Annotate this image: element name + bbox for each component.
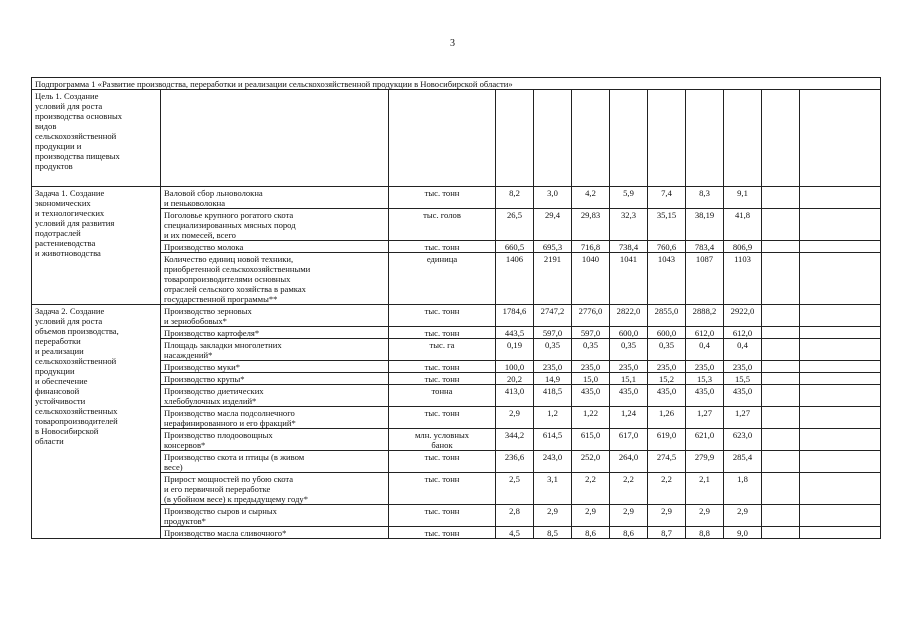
value-cell: 600,0 bbox=[610, 327, 648, 339]
empty-cell bbox=[800, 385, 881, 407]
value-cell: 1043 bbox=[648, 253, 686, 305]
value-cell: 1,27 bbox=[686, 407, 724, 429]
unit-cell: тыс. тонн bbox=[389, 407, 496, 429]
value-cell: 615,0 bbox=[572, 429, 610, 451]
empty-cell bbox=[762, 429, 800, 451]
indicator-cell: Производство масла сливочного* bbox=[161, 527, 389, 539]
value-cell: 29,83 bbox=[572, 209, 610, 241]
value-cell: 1087 bbox=[686, 253, 724, 305]
value-cell: 435,0 bbox=[572, 385, 610, 407]
empty-cell bbox=[762, 187, 800, 209]
value-cell: 614,5 bbox=[534, 429, 572, 451]
value-cell: 806,9 bbox=[724, 241, 762, 253]
value-cell: 236,6 bbox=[496, 451, 534, 473]
empty-cell bbox=[762, 451, 800, 473]
value-cell: 760,6 bbox=[648, 241, 686, 253]
indicator-cell: Производство крупы* bbox=[161, 373, 389, 385]
value-cell: 418,5 bbox=[534, 385, 572, 407]
empty-cell bbox=[800, 429, 881, 451]
empty-cell bbox=[762, 385, 800, 407]
value-cell: 8,6 bbox=[610, 527, 648, 539]
empty-cell bbox=[800, 327, 881, 339]
value-cell: 8,7 bbox=[648, 527, 686, 539]
value-cell: 235,0 bbox=[724, 361, 762, 373]
value-cell: 4,5 bbox=[496, 527, 534, 539]
value-cell: 5,9 bbox=[610, 187, 648, 209]
value-cell: 15,5 bbox=[724, 373, 762, 385]
value-cell: 1,27 bbox=[724, 407, 762, 429]
value-cell: 15,1 bbox=[610, 373, 648, 385]
page-number: 3 bbox=[450, 38, 455, 49]
value-cell: 2822,0 bbox=[610, 305, 648, 327]
value-cell: 0,4 bbox=[724, 339, 762, 361]
value-cell: 20,2 bbox=[496, 373, 534, 385]
value-cell: 1103 bbox=[724, 253, 762, 305]
value-cell: 2922,0 bbox=[724, 305, 762, 327]
value-cell: 2191 bbox=[534, 253, 572, 305]
value-cell: 597,0 bbox=[534, 327, 572, 339]
value-cell: 15,2 bbox=[648, 373, 686, 385]
value-cell: 38,19 bbox=[686, 209, 724, 241]
value-cell: 1406 bbox=[496, 253, 534, 305]
value-cell: 623,0 bbox=[724, 429, 762, 451]
value-cell: 264,0 bbox=[610, 451, 648, 473]
value-cell: 619,0 bbox=[648, 429, 686, 451]
unit-cell: тыс. тонн bbox=[389, 473, 496, 505]
empty-cell bbox=[762, 90, 800, 187]
empty-cell bbox=[800, 209, 881, 241]
empty-cell bbox=[762, 305, 800, 327]
value-cell: 8,6 bbox=[572, 527, 610, 539]
value-cell: 2,2 bbox=[572, 473, 610, 505]
empty-cell bbox=[800, 187, 881, 209]
value-cell: 443,5 bbox=[496, 327, 534, 339]
value-cell: 1040 bbox=[572, 253, 610, 305]
unit-cell: тыс. га bbox=[389, 339, 496, 361]
empty-cell bbox=[800, 305, 881, 327]
empty-cell bbox=[762, 527, 800, 539]
value-cell: 2776,0 bbox=[572, 305, 610, 327]
value-cell: 2,2 bbox=[648, 473, 686, 505]
value-cell: 1041 bbox=[610, 253, 648, 305]
value-cell: 14,9 bbox=[534, 373, 572, 385]
unit-cell: единица bbox=[389, 253, 496, 305]
empty-cell bbox=[800, 253, 881, 305]
value-cell: 435,0 bbox=[724, 385, 762, 407]
empty-cell bbox=[800, 527, 881, 539]
value-cell: 413,0 bbox=[496, 385, 534, 407]
empty-cell bbox=[762, 505, 800, 527]
subprogram-row bbox=[32, 78, 881, 90]
value-cell: 2,8 bbox=[496, 505, 534, 527]
indicators-table bbox=[31, 77, 881, 539]
unit-cell: тыс. тонн bbox=[389, 305, 496, 327]
value-cell: 8,2 bbox=[496, 187, 534, 209]
empty-cell bbox=[389, 90, 496, 187]
indicator-cell: Площадь закладки многолетних насаждений* bbox=[161, 339, 389, 361]
value-cell: 29,4 bbox=[534, 209, 572, 241]
value-cell: 621,0 bbox=[686, 429, 724, 451]
task-cell: Задача 1. Создание экономических и технологических условий для развития подотраслей растениеводства и животноводства bbox=[32, 187, 161, 305]
value-cell: 2,9 bbox=[724, 505, 762, 527]
value-cell: 660,5 bbox=[496, 241, 534, 253]
indicator-cell: Производство муки* bbox=[161, 361, 389, 373]
empty-cell bbox=[648, 90, 686, 187]
value-cell: 0,19 bbox=[496, 339, 534, 361]
value-cell: 612,0 bbox=[724, 327, 762, 339]
value-cell: 0,35 bbox=[648, 339, 686, 361]
value-cell: 9,0 bbox=[724, 527, 762, 539]
unit-cell: тыс. тонн bbox=[389, 361, 496, 373]
value-cell: 35,15 bbox=[648, 209, 686, 241]
value-cell: 100,0 bbox=[496, 361, 534, 373]
indicator-cell: Производство картофеля* bbox=[161, 327, 389, 339]
value-cell: 597,0 bbox=[572, 327, 610, 339]
value-cell: 435,0 bbox=[610, 385, 648, 407]
unit-cell: тыс. тонн bbox=[389, 451, 496, 473]
value-cell: 0,35 bbox=[572, 339, 610, 361]
indicator-cell: Количество единиц новой техники, приобретенной сельскохозяйственными товаропроизводителями основных отраслей сельского хозяйства в рамках государственной программы** bbox=[161, 253, 389, 305]
value-cell: 344,2 bbox=[496, 429, 534, 451]
indicator-cell: Производство плодоовощных консервов* bbox=[161, 429, 389, 451]
empty-cell bbox=[762, 339, 800, 361]
empty-cell bbox=[762, 327, 800, 339]
value-cell: 285,4 bbox=[724, 451, 762, 473]
empty-cell bbox=[800, 373, 881, 385]
empty-cell bbox=[496, 90, 534, 187]
task-cell: Задача 2. Создание условий для роста объемов производства, переработки и реализации сельскохозяйственной продукции и обеспечение финансовой устойчивости сельскохозяйственных товаропроизводителей в Новосибирской области bbox=[32, 305, 161, 539]
value-cell: 235,0 bbox=[686, 361, 724, 373]
value-cell: 235,0 bbox=[610, 361, 648, 373]
value-cell: 3,0 bbox=[534, 187, 572, 209]
unit-cell: тыс. тонн bbox=[389, 527, 496, 539]
unit-cell: тыс. голов bbox=[389, 209, 496, 241]
empty-cell bbox=[762, 407, 800, 429]
unit-cell: тыс. тонн bbox=[389, 187, 496, 209]
unit-cell: тыс. тонн bbox=[389, 327, 496, 339]
unit-cell: млн. условных банок bbox=[389, 429, 496, 451]
value-cell: 235,0 bbox=[572, 361, 610, 373]
empty-cell bbox=[800, 241, 881, 253]
empty-cell bbox=[762, 373, 800, 385]
value-cell: 617,0 bbox=[610, 429, 648, 451]
empty-cell bbox=[686, 90, 724, 187]
value-cell: 41,8 bbox=[724, 209, 762, 241]
value-cell: 783,4 bbox=[686, 241, 724, 253]
indicator-cell: Производство скота и птицы (в живом весе) bbox=[161, 451, 389, 473]
value-cell: 15,0 bbox=[572, 373, 610, 385]
value-cell: 2,9 bbox=[496, 407, 534, 429]
value-cell: 2,9 bbox=[610, 505, 648, 527]
value-cell: 738,4 bbox=[610, 241, 648, 253]
value-cell: 274,5 bbox=[648, 451, 686, 473]
value-cell: 7,4 bbox=[648, 187, 686, 209]
value-cell: 8,5 bbox=[534, 527, 572, 539]
empty-cell bbox=[610, 90, 648, 187]
table-row bbox=[32, 305, 881, 327]
value-cell: 1,8 bbox=[724, 473, 762, 505]
value-cell: 716,8 bbox=[572, 241, 610, 253]
empty-cell bbox=[762, 361, 800, 373]
empty-cell bbox=[572, 90, 610, 187]
value-cell: 235,0 bbox=[648, 361, 686, 373]
empty-cell bbox=[534, 90, 572, 187]
value-cell: 3,1 bbox=[534, 473, 572, 505]
value-cell: 600,0 bbox=[648, 327, 686, 339]
value-cell: 1,24 bbox=[610, 407, 648, 429]
value-cell: 2,5 bbox=[496, 473, 534, 505]
goal-cell: Цель 1. Создание условий для роста производства основных видов сельскохозяйственной продукции и производства пищевых продуктов bbox=[32, 90, 161, 187]
indicator-cell: Валовой сбор льноволокна и пеньковолокна bbox=[161, 187, 389, 209]
value-cell: 4,2 bbox=[572, 187, 610, 209]
empty-cell bbox=[800, 451, 881, 473]
value-cell: 2855,0 bbox=[648, 305, 686, 327]
value-cell: 15,3 bbox=[686, 373, 724, 385]
empty-cell bbox=[800, 90, 881, 187]
indicator-cell: Производство зерновых и зернобобовых* bbox=[161, 305, 389, 327]
empty-cell bbox=[762, 241, 800, 253]
value-cell: 1,2 bbox=[534, 407, 572, 429]
empty-cell bbox=[800, 361, 881, 373]
indicator-cell: Производство сыров и сырных продуктов* bbox=[161, 505, 389, 527]
value-cell: 26,5 bbox=[496, 209, 534, 241]
value-cell: 695,3 bbox=[534, 241, 572, 253]
value-cell: 2888,2 bbox=[686, 305, 724, 327]
value-cell: 2,9 bbox=[534, 505, 572, 527]
value-cell: 279,9 bbox=[686, 451, 724, 473]
value-cell: 243,0 bbox=[534, 451, 572, 473]
empty-cell bbox=[161, 90, 389, 187]
empty-cell bbox=[800, 505, 881, 527]
value-cell: 252,0 bbox=[572, 451, 610, 473]
empty-cell bbox=[762, 473, 800, 505]
unit-cell: тыс. тонн bbox=[389, 241, 496, 253]
value-cell: 2,9 bbox=[572, 505, 610, 527]
value-cell: 1784,6 bbox=[496, 305, 534, 327]
empty-cell bbox=[762, 209, 800, 241]
value-cell: 32,3 bbox=[610, 209, 648, 241]
value-cell: 2747,2 bbox=[534, 305, 572, 327]
value-cell: 8,3 bbox=[686, 187, 724, 209]
value-cell: 2,9 bbox=[686, 505, 724, 527]
value-cell: 0,35 bbox=[534, 339, 572, 361]
value-cell: 235,0 bbox=[534, 361, 572, 373]
indicator-cell: Поголовье крупного рогатого скота специализированных мясных пород и их помесей, всего bbox=[161, 209, 389, 241]
indicator-cell: Прирост мощностей по убою скота и его первичной переработке (в убойном весе) к предыдущему году* bbox=[161, 473, 389, 505]
unit-cell: тонна bbox=[389, 385, 496, 407]
empty-cell bbox=[724, 90, 762, 187]
empty-cell bbox=[800, 407, 881, 429]
indicator-cell: Производство молока bbox=[161, 241, 389, 253]
value-cell: 435,0 bbox=[648, 385, 686, 407]
value-cell: 8,8 bbox=[686, 527, 724, 539]
table-row bbox=[32, 187, 881, 209]
empty-cell bbox=[762, 253, 800, 305]
subprogram-title: Подпрограмма 1 «Развитие производства, переработки и реализации сельскохозяйственной продукции в Новосибирской области» bbox=[32, 78, 881, 90]
goal-row bbox=[32, 90, 881, 187]
value-cell: 9,1 bbox=[724, 187, 762, 209]
indicator-cell: Производство диетических хлебобулочных изделий* bbox=[161, 385, 389, 407]
value-cell: 2,9 bbox=[648, 505, 686, 527]
value-cell: 1,22 bbox=[572, 407, 610, 429]
value-cell: 2,1 bbox=[686, 473, 724, 505]
indicator-cell: Производство масла подсолнечного нерафинированного и его фракций* bbox=[161, 407, 389, 429]
value-cell: 1,26 bbox=[648, 407, 686, 429]
value-cell: 2,2 bbox=[610, 473, 648, 505]
value-cell: 435,0 bbox=[686, 385, 724, 407]
unit-cell: тыс. тонн bbox=[389, 505, 496, 527]
empty-cell bbox=[800, 339, 881, 361]
value-cell: 0,35 bbox=[610, 339, 648, 361]
value-cell: 0,4 bbox=[686, 339, 724, 361]
unit-cell: тыс. тонн bbox=[389, 373, 496, 385]
empty-cell bbox=[800, 473, 881, 505]
value-cell: 612,0 bbox=[686, 327, 724, 339]
